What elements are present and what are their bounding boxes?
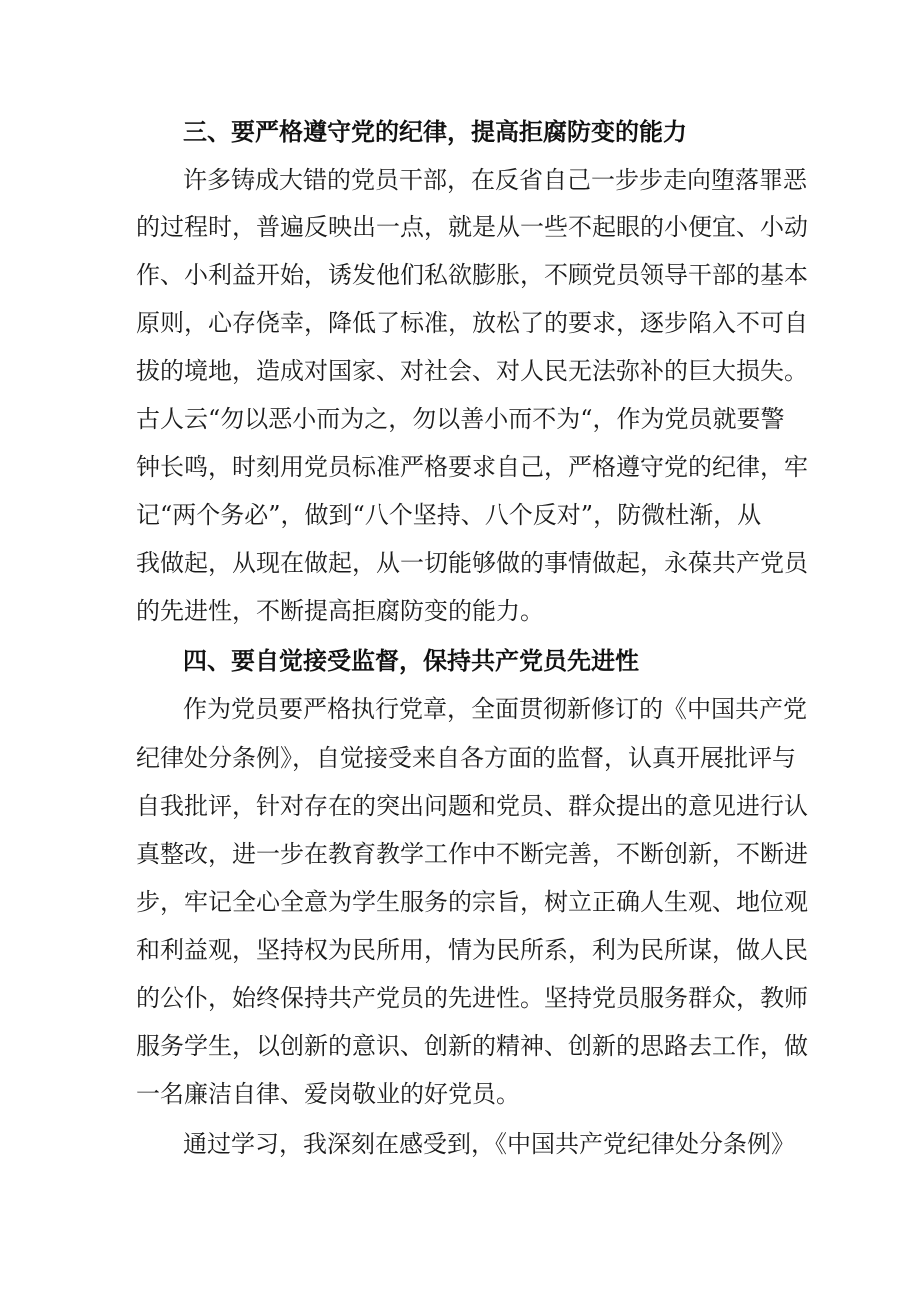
closing-line: 通过学习，我深刻在感受到，《中国共产党纪律处分条例》 bbox=[183, 1130, 795, 1158]
section-3-line: 许多铸成大错的党员干部，在反省自己一步步走向堕落罪恶 bbox=[183, 166, 807, 194]
section-4-line: 作为党员要严格执行党章，全面贯彻新修订的《中国共产党 bbox=[183, 695, 807, 723]
section-3-line: 拔的境地，造成对国家、对社会、对人民无法弥补的巨大损失。 bbox=[136, 357, 808, 385]
section-3-line: 古人云“勿以恶小而为之，勿以善小而不为“，作为党员就要警 bbox=[136, 405, 785, 433]
section-4-line: 真整改，进一步在教育教学工作中不断完善，不断创新，不断进 bbox=[136, 840, 808, 868]
section-3-heading: 三、要严格遵守党的纪律，提高拒腐防变的能力 bbox=[183, 118, 687, 146]
section-4-line: 纪律处分条例》，自觉接受来自各方面的监督，认真开展批评与 bbox=[136, 744, 796, 772]
section-4-line: 的公仆，始终保持共产党员的先进性。坚持党员服务群众，教师 bbox=[136, 984, 808, 1012]
section-4-line: 自我批评，针对存在的突出问题和党员、群众提出的意见进行认 bbox=[136, 792, 808, 820]
section-3-line: 记“两个务必”，做到“八个坚持、八个反对”，防微杜渐，从 bbox=[136, 501, 762, 529]
section-4-line: 一名廉洁自律、爱岗敬业的好党员。 bbox=[136, 1080, 520, 1108]
section-3-line: 作、小利益开始，诱发他们私欲膨胀，不顾党员领导干部的基本 bbox=[136, 261, 808, 289]
section-4-line: 步，牢记全心全意为学生服务的宗旨，树立正确人生观、地位观 bbox=[136, 888, 808, 916]
section-4-line: 服务学生，以创新的意识、创新的精神、创新的思路去工作，做 bbox=[136, 1032, 808, 1060]
section-3-line: 我做起，从现在做起，从一切能够做的事情做起，永葆共产党员 bbox=[136, 549, 808, 577]
section-4-heading: 四、要自觉接受监督，保持共产党员先进性 bbox=[183, 647, 639, 675]
section-3-line: 原则，心存侥幸，降低了标准，放松了的要求，逐步陷入不可自 bbox=[136, 309, 808, 337]
section-3-line: 的先进性，不断提高拒腐防变的能力。 bbox=[136, 597, 544, 625]
section-4-line: 和利益观，坚持权为民所用，情为民所系，利为民所谋，做人民 bbox=[136, 936, 808, 964]
section-3-line: 的过程时，普遍反映出一点，就是从一些不起眼的小便宜、小动 bbox=[136, 213, 808, 241]
section-3-line: 钟长鸣，时刻用党员标准严格要求自己，严格遵守党的纪律，牢 bbox=[136, 453, 808, 481]
